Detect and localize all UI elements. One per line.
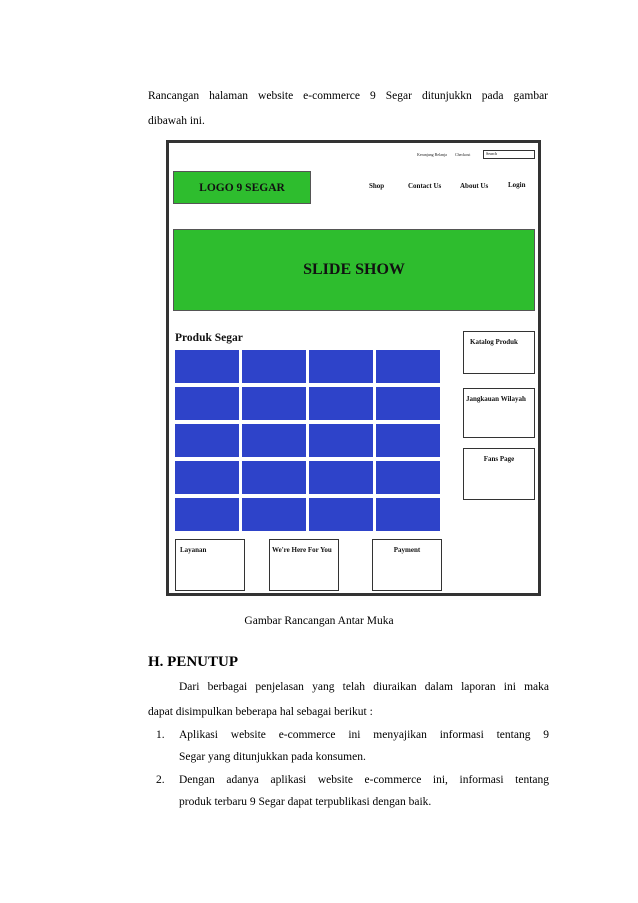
product-tile — [376, 461, 440, 494]
product-tile — [376, 424, 440, 457]
product-tile — [242, 498, 306, 531]
product-tile — [175, 498, 239, 531]
mock-logo: LOGO 9 SEGAR — [173, 171, 311, 204]
product-tile — [175, 461, 239, 494]
mock-footer-payment: Payment — [372, 539, 442, 591]
product-tile — [175, 424, 239, 457]
product-tile — [309, 461, 373, 494]
figure-caption: Gambar Rancangan Antar Muka — [244, 615, 394, 627]
mock-sidebar-fans: Fans Page — [463, 448, 535, 500]
product-tile — [376, 350, 440, 383]
product-tile — [175, 387, 239, 420]
paragraph-line-1: Dari berbagai penjelasan yang telah diuraikan dalam laporan ini maka — [179, 681, 549, 693]
list-item-1-line-1: Aplikasi website e-commerce ini menyajikan informasi tentang 9 — [179, 729, 549, 741]
product-tile — [376, 387, 440, 420]
ui-mockup-figure — [166, 140, 541, 596]
product-tile — [242, 387, 306, 420]
mock-footer-layanan: Layanan — [175, 539, 245, 591]
list-item-1-line-2: Segar yang ditunjukkan pada konsumen. — [179, 751, 366, 763]
list-item-2-line-2: produk terbaru 9 Segar dapat terpublikasi dengan baik. — [179, 796, 432, 808]
section-heading: H. PENUTUP — [148, 654, 238, 670]
product-tile — [242, 350, 306, 383]
product-tile — [242, 461, 306, 494]
mock-nav-login: Login — [508, 181, 526, 189]
intro-line-2: dibawah ini. — [148, 115, 205, 127]
paragraph-line-2: dapat disimpulkan beberapa hal sebagai berikut : — [148, 706, 373, 718]
product-tile — [175, 350, 239, 383]
list-item-2-line-1: Dengan adanya aplikasi website e-commerce ini, informasi tentang — [179, 774, 549, 786]
mock-search-box: Search — [483, 150, 535, 159]
mock-slideshow: SLIDE SHOW — [173, 229, 535, 311]
mock-nav-shop: Shop — [369, 182, 385, 190]
product-tile — [309, 350, 373, 383]
product-tile — [376, 498, 440, 531]
product-tile — [309, 387, 373, 420]
mock-cart-link: Keranjang Belanja — [417, 152, 447, 157]
mock-section-title: Produk Segar — [175, 332, 243, 344]
product-tile — [309, 424, 373, 457]
intro-line-1: Rancangan halaman website e-commerce 9 Segar ditunjukkn pada gambar — [148, 90, 548, 102]
mock-sidebar-jangkauan: Jangkauan Wilayah — [463, 388, 535, 438]
mock-footer-here: We're Here For You — [269, 539, 339, 591]
mock-sidebar-katalog: Katalog Produk — [463, 331, 535, 374]
list-item-2-number: 2. — [156, 774, 165, 786]
list-item-1-number: 1. — [156, 729, 165, 741]
mock-nav-about: About Us — [460, 182, 489, 190]
product-tile — [242, 424, 306, 457]
mock-checkout-link: Checkout — [455, 152, 471, 157]
product-tile — [309, 498, 373, 531]
mock-nav-contact: Contact Us — [408, 182, 442, 190]
